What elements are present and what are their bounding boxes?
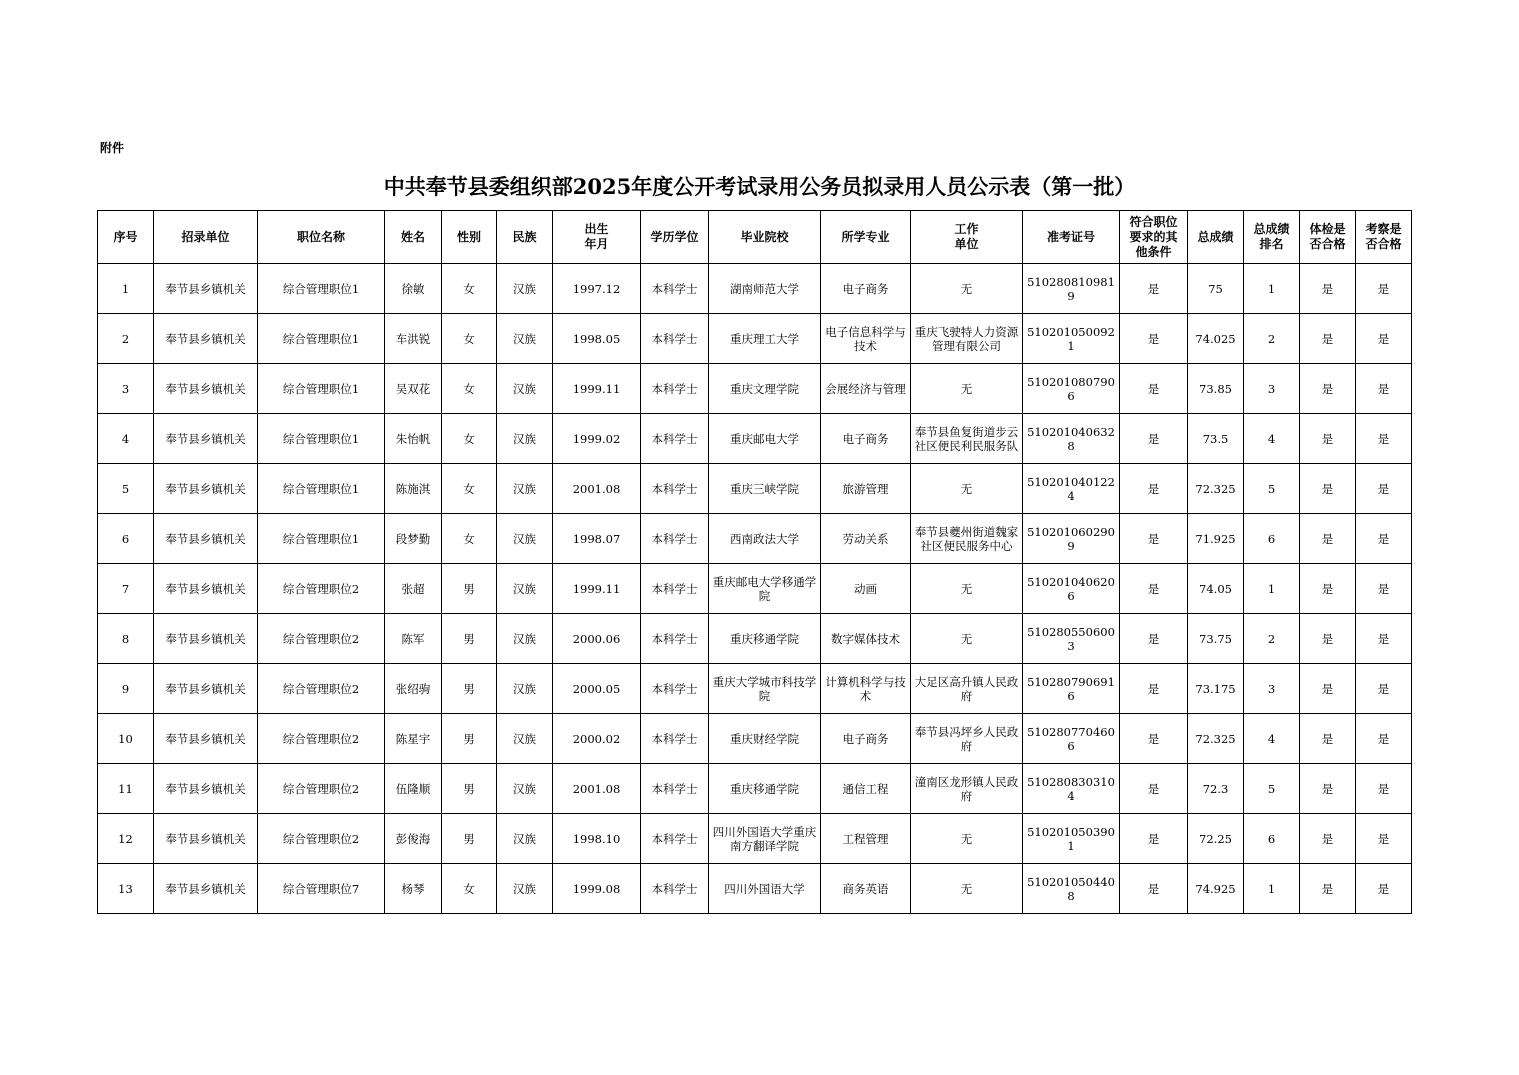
table-row (98, 614, 1412, 664)
birth-date-cell: 2001.08 (553, 464, 641, 514)
exam-id-cell: 5102808303104 (1023, 764, 1120, 814)
serial-cell: 5 (98, 464, 154, 514)
total-score-cell: 72.3 (1188, 764, 1244, 814)
table-header-row (98, 211, 1412, 264)
other-conditions-cell: 是 (1120, 514, 1188, 564)
gender-cell: 女 (442, 514, 497, 564)
school-cell: 重庆三峡学院 (709, 464, 821, 514)
serial-cell: 11 (98, 764, 154, 814)
work-unit-cell: 无 (911, 864, 1023, 914)
work-unit-cell: 无 (911, 464, 1023, 514)
recruiting-unit-cell: 奉节县乡镇机关 (154, 564, 258, 614)
header-school: 毕业院校 (709, 211, 821, 264)
medical-check-cell: 是 (1300, 864, 1356, 914)
score-rank-cell: 6 (1244, 814, 1300, 864)
recruiting-unit-cell: 奉节县乡镇机关 (154, 464, 258, 514)
education-cell: 本科学士 (641, 414, 709, 464)
table-row (98, 814, 1412, 864)
ethnicity-cell: 汉族 (497, 664, 553, 714)
gender-cell: 男 (442, 764, 497, 814)
major-cell: 劳动关系 (821, 514, 911, 564)
work-unit-cell: 奉节县鱼复街道步云社区便民利民服务队 (911, 414, 1023, 464)
gender-cell: 女 (442, 464, 497, 514)
medical-check-cell: 是 (1300, 764, 1356, 814)
total-score-cell: 73.175 (1188, 664, 1244, 714)
table-row (98, 714, 1412, 764)
education-cell: 本科学士 (641, 814, 709, 864)
table-row (98, 464, 1412, 514)
major-cell: 动画 (821, 564, 911, 614)
school-cell: 重庆邮电大学 (709, 414, 821, 464)
work-unit-cell: 无 (911, 814, 1023, 864)
table-row (98, 864, 1412, 914)
attachment-label: 附件 (100, 141, 125, 155)
header-major: 所学专业 (821, 211, 911, 264)
medical-check-cell: 是 (1300, 514, 1356, 564)
other-conditions-cell: 是 (1120, 814, 1188, 864)
other-conditions-cell: 是 (1120, 614, 1188, 664)
major-cell: 通信工程 (821, 764, 911, 814)
work-unit-cell: 大足区高升镇人民政府 (911, 664, 1023, 714)
serial-cell: 10 (98, 714, 154, 764)
recruiting-unit-cell: 奉节县乡镇机关 (154, 264, 258, 314)
inspection-cell: 是 (1356, 314, 1412, 364)
position-name-cell: 综合管理职位1 (258, 364, 385, 414)
table-row (98, 314, 1412, 364)
total-score-cell: 74.025 (1188, 314, 1244, 364)
name-cell: 伍隆顺 (385, 764, 442, 814)
table-row (98, 364, 1412, 414)
exam-id-cell: 5102010406206 (1023, 564, 1120, 614)
header-other-conditions: 符合职位 要求的其 他条件 (1120, 211, 1188, 264)
medical-check-cell: 是 (1300, 464, 1356, 514)
birth-date-cell: 2000.05 (553, 664, 641, 714)
work-unit-cell: 无 (911, 264, 1023, 314)
name-cell: 车洪锐 (385, 314, 442, 364)
medical-check-cell: 是 (1300, 364, 1356, 414)
major-cell: 商务英语 (821, 864, 911, 914)
school-cell: 重庆邮电大学移通学院 (709, 564, 821, 614)
gender-cell: 女 (442, 414, 497, 464)
major-cell: 电子商务 (821, 414, 911, 464)
serial-cell: 13 (98, 864, 154, 914)
education-cell: 本科学士 (641, 864, 709, 914)
table-row (98, 764, 1412, 814)
serial-cell: 8 (98, 614, 154, 664)
serial-cell: 9 (98, 664, 154, 714)
education-cell: 本科学士 (641, 314, 709, 364)
table-row (98, 564, 1412, 614)
serial-cell: 3 (98, 364, 154, 414)
other-conditions-cell: 是 (1120, 564, 1188, 614)
header-score-rank: 总成绩 排名 (1244, 211, 1300, 264)
score-rank-cell: 1 (1244, 264, 1300, 314)
table-row (98, 414, 1412, 464)
recruiting-unit-cell: 奉节县乡镇机关 (154, 514, 258, 564)
school-cell: 四川外国语大学重庆南方翻译学院 (709, 814, 821, 864)
ethnicity-cell: 汉族 (497, 714, 553, 764)
ethnicity-cell: 汉族 (497, 414, 553, 464)
header-ethnicity: 民族 (497, 211, 553, 264)
medical-check-cell: 是 (1300, 314, 1356, 364)
position-name-cell: 综合管理职位1 (258, 514, 385, 564)
total-score-cell: 72.325 (1188, 464, 1244, 514)
gender-cell: 男 (442, 814, 497, 864)
serial-cell: 1 (98, 264, 154, 314)
score-rank-cell: 3 (1244, 364, 1300, 414)
position-name-cell: 综合管理职位2 (258, 814, 385, 864)
name-cell: 彭俊海 (385, 814, 442, 864)
table-row (98, 264, 1412, 314)
score-rank-cell: 3 (1244, 664, 1300, 714)
major-cell: 旅游管理 (821, 464, 911, 514)
medical-check-cell: 是 (1300, 814, 1356, 864)
education-cell: 本科学士 (641, 564, 709, 614)
header-gender: 性别 (442, 211, 497, 264)
work-unit-cell: 奉节县夔州街道魏家社区便民服务中心 (911, 514, 1023, 564)
exam-id-cell: 5102010503901 (1023, 814, 1120, 864)
gender-cell: 男 (442, 664, 497, 714)
medical-check-cell: 是 (1300, 664, 1356, 714)
page-title: 中共奉节县委组织部2025年度公开考试录用公务员拟录用人员公示表（第一批） (383, 174, 1136, 199)
school-cell: 重庆移通学院 (709, 764, 821, 814)
birth-date-cell: 1999.02 (553, 414, 641, 464)
header-work-unit: 工作 单位 (911, 211, 1023, 264)
birth-date-cell: 2001.08 (553, 764, 641, 814)
school-cell: 重庆财经学院 (709, 714, 821, 764)
other-conditions-cell: 是 (1120, 664, 1188, 714)
header-total-score: 总成绩 (1188, 211, 1244, 264)
birth-date-cell: 1999.11 (553, 564, 641, 614)
school-cell: 四川外国语大学 (709, 864, 821, 914)
inspection-cell: 是 (1356, 264, 1412, 314)
inspection-cell: 是 (1356, 764, 1412, 814)
name-cell: 陈军 (385, 614, 442, 664)
position-name-cell: 综合管理职位2 (258, 614, 385, 664)
name-cell: 陈星宇 (385, 714, 442, 764)
recruiting-unit-cell: 奉节县乡镇机关 (154, 614, 258, 664)
total-score-cell: 71.925 (1188, 514, 1244, 564)
header-exam-id: 准考证号 (1023, 211, 1120, 264)
birth-date-cell: 1997.12 (553, 264, 641, 314)
birth-date-cell: 2000.02 (553, 714, 641, 764)
serial-cell: 6 (98, 514, 154, 564)
score-rank-cell: 5 (1244, 764, 1300, 814)
education-cell: 本科学士 (641, 464, 709, 514)
medical-check-cell: 是 (1300, 264, 1356, 314)
recruiting-unit-cell: 奉节县乡镇机关 (154, 414, 258, 464)
birth-date-cell: 1998.05 (553, 314, 641, 364)
position-name-cell: 综合管理职位2 (258, 564, 385, 614)
inspection-cell: 是 (1356, 814, 1412, 864)
recruiting-unit-cell: 奉节县乡镇机关 (154, 314, 258, 364)
name-cell: 段梦勤 (385, 514, 442, 564)
work-unit-cell: 重庆飞驶特人力资源管理有限公司 (911, 314, 1023, 364)
birth-date-cell: 1999.11 (553, 364, 641, 414)
position-name-cell: 综合管理职位1 (258, 464, 385, 514)
total-score-cell: 73.85 (1188, 364, 1244, 414)
inspection-cell: 是 (1356, 714, 1412, 764)
birth-date-cell: 1998.07 (553, 514, 641, 564)
major-cell: 会展经济与管理 (821, 364, 911, 414)
other-conditions-cell: 是 (1120, 264, 1188, 314)
inspection-cell: 是 (1356, 414, 1412, 464)
name-cell: 张超 (385, 564, 442, 614)
other-conditions-cell: 是 (1120, 414, 1188, 464)
other-conditions-cell: 是 (1120, 364, 1188, 414)
total-score-cell: 72.325 (1188, 714, 1244, 764)
position-name-cell: 综合管理职位1 (258, 264, 385, 314)
name-cell: 张绍驹 (385, 664, 442, 714)
score-rank-cell: 4 (1244, 414, 1300, 464)
major-cell: 电子商务 (821, 714, 911, 764)
score-rank-cell: 1 (1244, 864, 1300, 914)
medical-check-cell: 是 (1300, 564, 1356, 614)
name-cell: 徐敏 (385, 264, 442, 314)
gender-cell: 男 (442, 714, 497, 764)
name-cell: 杨琴 (385, 864, 442, 914)
name-cell: 陈施淇 (385, 464, 442, 514)
exam-id-cell: 5102010504408 (1023, 864, 1120, 914)
work-unit-cell: 无 (911, 564, 1023, 614)
other-conditions-cell: 是 (1120, 764, 1188, 814)
inspection-cell: 是 (1356, 364, 1412, 414)
ethnicity-cell: 汉族 (497, 464, 553, 514)
gender-cell: 男 (442, 564, 497, 614)
work-unit-cell: 无 (911, 614, 1023, 664)
ethnicity-cell: 汉族 (497, 564, 553, 614)
recruiting-unit-cell: 奉节县乡镇机关 (154, 664, 258, 714)
major-cell: 数字媒体技术 (821, 614, 911, 664)
inspection-cell: 是 (1356, 514, 1412, 564)
total-score-cell: 72.25 (1188, 814, 1244, 864)
school-cell: 重庆理工大学 (709, 314, 821, 364)
position-name-cell: 综合管理职位2 (258, 664, 385, 714)
ethnicity-cell: 汉族 (497, 264, 553, 314)
recruiting-unit-cell: 奉节县乡镇机关 (154, 364, 258, 414)
medical-check-cell: 是 (1300, 414, 1356, 464)
exam-id-cell: 5102010500921 (1023, 314, 1120, 364)
ethnicity-cell: 汉族 (497, 814, 553, 864)
exam-id-cell: 5102010406328 (1023, 414, 1120, 464)
recruiting-unit-cell: 奉节县乡镇机关 (154, 814, 258, 864)
exam-id-cell: 5102807704606 (1023, 714, 1120, 764)
score-rank-cell: 1 (1244, 564, 1300, 614)
gender-cell: 女 (442, 264, 497, 314)
school-cell: 湖南师范大学 (709, 264, 821, 314)
education-cell: 本科学士 (641, 714, 709, 764)
position-name-cell: 综合管理职位1 (258, 414, 385, 464)
header-serial: 序号 (98, 211, 154, 264)
score-rank-cell: 2 (1244, 614, 1300, 664)
exam-id-cell: 5102010807906 (1023, 364, 1120, 414)
header-medical-check: 体检是 否合格 (1300, 211, 1356, 264)
name-cell: 吴双花 (385, 364, 442, 414)
school-cell: 西南政法大学 (709, 514, 821, 564)
score-rank-cell: 5 (1244, 464, 1300, 514)
other-conditions-cell: 是 (1120, 864, 1188, 914)
score-rank-cell: 2 (1244, 314, 1300, 364)
work-unit-cell: 无 (911, 364, 1023, 414)
total-score-cell: 74.05 (1188, 564, 1244, 614)
education-cell: 本科学士 (641, 764, 709, 814)
ethnicity-cell: 汉族 (497, 314, 553, 364)
major-cell: 电子信息科学与技术 (821, 314, 911, 364)
serial-cell: 12 (98, 814, 154, 864)
header-recruiting-unit: 招录单位 (154, 211, 258, 264)
inspection-cell: 是 (1356, 614, 1412, 664)
other-conditions-cell: 是 (1120, 464, 1188, 514)
gender-cell: 女 (442, 314, 497, 364)
gender-cell: 男 (442, 614, 497, 664)
ethnicity-cell: 汉族 (497, 514, 553, 564)
birth-date-cell: 1998.10 (553, 814, 641, 864)
header-birth-date: 出生 年月 (553, 211, 641, 264)
recruiting-unit-cell: 奉节县乡镇机关 (154, 764, 258, 814)
table-row (98, 514, 1412, 564)
score-rank-cell: 6 (1244, 514, 1300, 564)
major-cell: 计算机科学与技术 (821, 664, 911, 714)
inspection-cell: 是 (1356, 664, 1412, 714)
header-name: 姓名 (385, 211, 442, 264)
recruiting-unit-cell: 奉节县乡镇机关 (154, 864, 258, 914)
ethnicity-cell: 汉族 (497, 864, 553, 914)
education-cell: 本科学士 (641, 364, 709, 414)
total-score-cell: 75 (1188, 264, 1244, 314)
inspection-cell: 是 (1356, 864, 1412, 914)
serial-cell: 4 (98, 414, 154, 464)
header-position-name: 职位名称 (258, 211, 385, 264)
ethnicity-cell: 汉族 (497, 364, 553, 414)
major-cell: 工程管理 (821, 814, 911, 864)
ethnicity-cell: 汉族 (497, 614, 553, 664)
candidate-table (97, 210, 1412, 914)
other-conditions-cell: 是 (1120, 714, 1188, 764)
birth-date-cell: 1999.08 (553, 864, 641, 914)
position-name-cell: 综合管理职位2 (258, 764, 385, 814)
gender-cell: 女 (442, 364, 497, 414)
inspection-cell: 是 (1356, 464, 1412, 514)
recruiting-unit-cell: 奉节县乡镇机关 (154, 714, 258, 764)
exam-id-cell: 5102010401224 (1023, 464, 1120, 514)
education-cell: 本科学士 (641, 264, 709, 314)
work-unit-cell: 奉节县冯坪乡人民政府 (911, 714, 1023, 764)
major-cell: 电子商务 (821, 264, 911, 314)
serial-cell: 2 (98, 314, 154, 364)
education-cell: 本科学士 (641, 514, 709, 564)
header-education: 学历学位 (641, 211, 709, 264)
exam-id-cell: 5102010602909 (1023, 514, 1120, 564)
score-rank-cell: 4 (1244, 714, 1300, 764)
position-name-cell: 综合管理职位7 (258, 864, 385, 914)
ethnicity-cell: 汉族 (497, 764, 553, 814)
medical-check-cell: 是 (1300, 614, 1356, 664)
header-inspection: 考察是 否合格 (1356, 211, 1412, 264)
school-cell: 重庆移通学院 (709, 614, 821, 664)
exam-id-cell: 5102805506003 (1023, 614, 1120, 664)
medical-check-cell: 是 (1300, 714, 1356, 764)
gender-cell: 女 (442, 864, 497, 914)
total-score-cell: 74.925 (1188, 864, 1244, 914)
inspection-cell: 是 (1356, 564, 1412, 614)
serial-cell: 7 (98, 564, 154, 614)
position-name-cell: 综合管理职位1 (258, 314, 385, 364)
total-score-cell: 73.75 (1188, 614, 1244, 664)
work-unit-cell: 潼南区龙形镇人民政府 (911, 764, 1023, 814)
school-cell: 重庆文理学院 (709, 364, 821, 414)
school-cell: 重庆大学城市科技学院 (709, 664, 821, 714)
position-name-cell: 综合管理职位2 (258, 714, 385, 764)
table-row (98, 664, 1412, 714)
exam-id-cell: 5102808109819 (1023, 264, 1120, 314)
education-cell: 本科学士 (641, 664, 709, 714)
exam-id-cell: 5102807906916 (1023, 664, 1120, 714)
name-cell: 朱怡帆 (385, 414, 442, 464)
table-body (98, 264, 1412, 914)
birth-date-cell: 2000.06 (553, 614, 641, 664)
other-conditions-cell: 是 (1120, 314, 1188, 364)
total-score-cell: 73.5 (1188, 414, 1244, 464)
education-cell: 本科学士 (641, 614, 709, 664)
